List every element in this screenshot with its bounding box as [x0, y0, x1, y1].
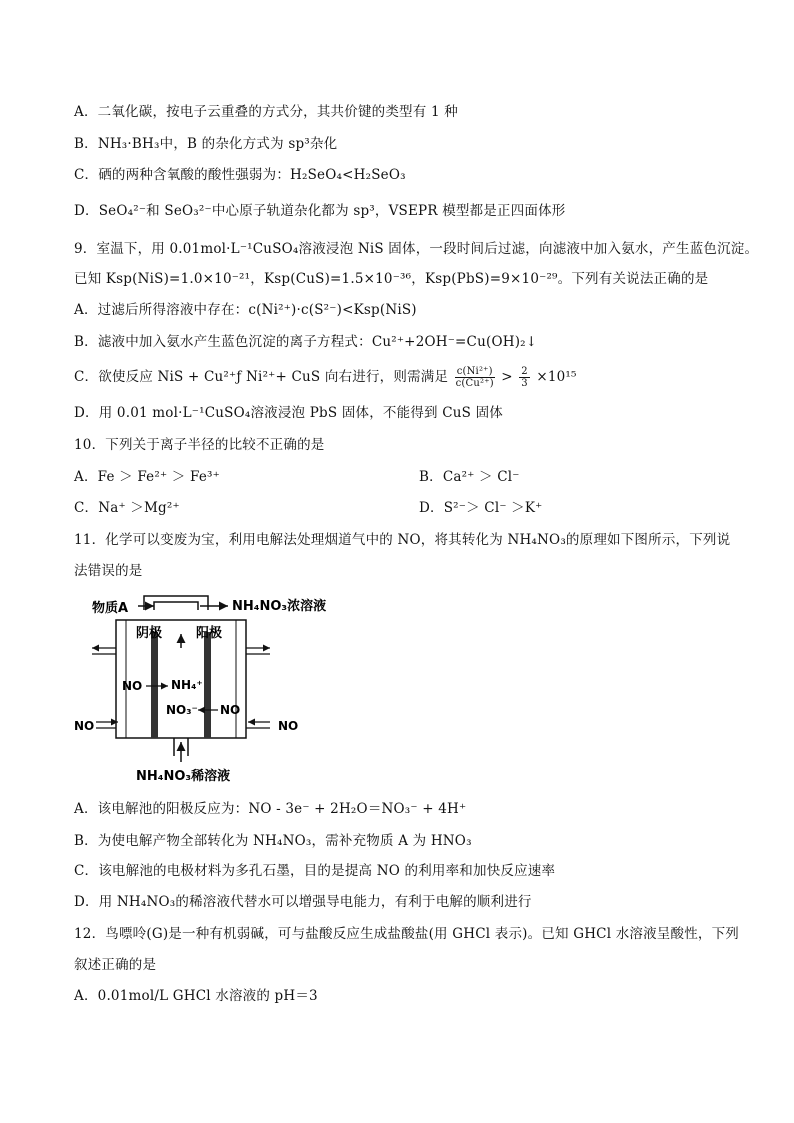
q10-option-b: B．Ca²⁺ ＞ Cl⁻ [419, 469, 520, 485]
ratio-fraction [455, 366, 495, 389]
q9-option-b: B．滤液中加入氨水产生蓝色沉淀的离子方程式：Cu²⁺+2OH⁻=Cu(OH)₂↓ [74, 334, 538, 350]
q11-option-d: D．用 NH₄NO₃的稀溶液代替水可以增强导电能力，有利于电解的顺利进行 [74, 894, 532, 910]
q10-option-a: A．Fe ＞ Fe²⁺ ＞ Fe³⁺ [74, 469, 220, 485]
two-thirds-fraction [519, 366, 530, 389]
cathode-electrode [151, 632, 158, 738]
electrolysis-diagram [74, 588, 327, 784]
product-label: NH₄NO₃浓溶液 [232, 599, 327, 614]
substance-a-label: 物质A [92, 601, 129, 616]
q8-option-d: D．SeO₄²⁻和 SeO₃²⁻中心原子轨道杂化都为 sp³，VSEPR 模型都是正四面体形 [74, 203, 566, 219]
left-no-inlet-label: NO [74, 719, 95, 733]
two-thirds-numerator: 2 [521, 366, 528, 377]
ammonium-label: NH₄⁺ [171, 678, 203, 692]
anode-electrode [204, 632, 211, 738]
q8-option-c: C．硒的两种含氧酸的酸性强弱为：H₂SeO₄<H₂SeO₃ [74, 167, 406, 183]
feed-label: NH₄NO₃稀溶液 [136, 769, 231, 784]
ratio-numerator: c(Ni²⁺) [456, 366, 493, 377]
q12-stem-line2: 叙述正确的是 [74, 957, 157, 973]
q9-option-d: D．用 0.01 mol·L⁻¹CuSO₄溶液浸泡 PbS 固体，不能得到 CuS 固体 [74, 405, 503, 421]
q9-stem-line1: 9．室温下，用 0.01mol·L⁻¹CuSO₄溶液浸泡 NiS 固体，一段时间后过滤，向滤液中加入氨水，产生蓝色沉淀。 [74, 241, 759, 257]
right-no-inlet-label: NO [278, 719, 299, 733]
q9-option-a: A．过滤后所得溶液中存在：c(Ni²⁺)·c(S²⁻)<Ksp(NiS) [74, 302, 417, 318]
two-thirds-denominator: 3 [521, 378, 528, 389]
ratio-denominator: c(Cu²⁺) [455, 378, 494, 389]
q12-stem-line1: 12．鸟嘌呤(G)是一种有机弱碱，可与盐酸反应生成盐酸盐(用 GHCl 表示)。已知 GHCl 水溶液呈酸性，下列 [74, 926, 740, 942]
cathode-label: 阴极 [136, 626, 163, 641]
q8-option-b: B．NH₃·BH₃中，B 的杂化方式为 sp³杂化 [74, 136, 338, 152]
q11-option-c: C．该电解池的电极材料为多孔石墨，目的是提高 NO 的利用率和加快反应速率 [74, 863, 556, 879]
cathode-no-label: NO [122, 679, 143, 693]
q11-option-a: A．该电解池的阳极反应为：NO - 3e⁻ + 2H₂O＝NO₃⁻ + 4H⁺ [74, 801, 467, 817]
anode-label: 阳极 [196, 626, 223, 641]
q12-option-a: A．0.01mol/L GHCl 水溶液的 pH＝3 [74, 988, 318, 1004]
q8-option-a: A．二氧化碳，按电子云重叠的方式分，其共价键的类型有 1 种 [74, 104, 458, 120]
q10-row2 [74, 499, 543, 517]
q9-option-c-text: C．欲使反应 NiS + Cu²⁺ƒ Ni²⁺+ CuS 向右进行，则需满足 [74, 369, 449, 385]
q11-stem-line2: 法错误的是 [74, 563, 143, 579]
greater-than-sign: > [501, 369, 513, 385]
q10-row1 [74, 468, 520, 486]
q10-stem: 10．下列关于离子半径的比较不正确的是 [74, 437, 325, 453]
power-of-ten: ×10¹⁵ [536, 369, 577, 385]
q11-stem-line1: 11．化学可以变废为宝，利用电解法处理烟道气中的 NO，将其转化为 NH₄NO₃的原理如下图所示，下列说 [74, 532, 731, 548]
q9-option-c [74, 366, 577, 389]
q10-option-d: D．S²⁻＞ Cl⁻ ＞K⁺ [419, 500, 543, 516]
q10-option-c: C．Na⁺ ＞Mg²⁺ [74, 500, 180, 516]
anode-no-label: NO [220, 703, 241, 717]
nitrate-label: NO₃⁻ [166, 703, 198, 717]
q11-option-b: B．为使电解产物全部转化为 NH₄NO₃，需补充物质 A 为 HNO₃ [74, 833, 472, 849]
q9-stem-line2: 已知 Ksp(NiS)=1.0×10⁻²¹，Ksp(CuS)=1.5×10⁻³⁶，Ksp(PbS)=9×10⁻²⁹。下列有关说法正确的是 [74, 271, 709, 287]
